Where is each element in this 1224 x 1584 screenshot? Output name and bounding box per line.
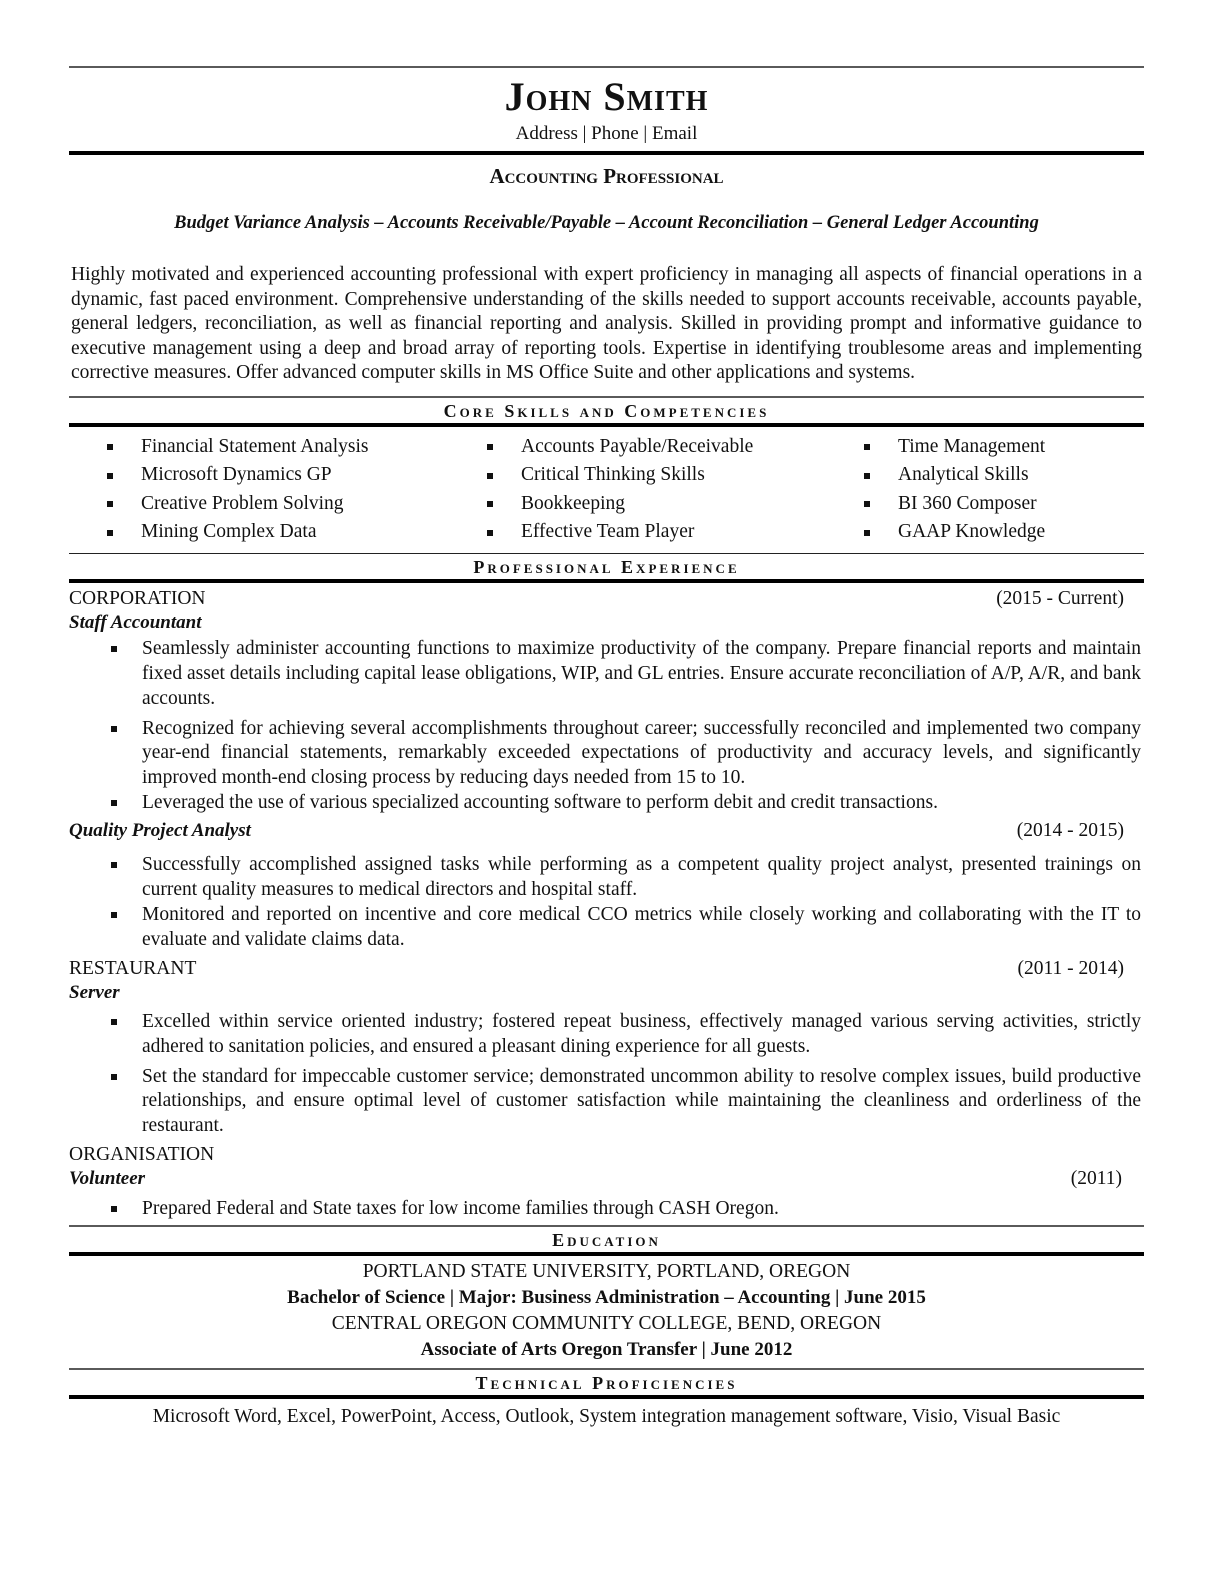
job-dates: (2015 - Current) <box>996 588 1124 610</box>
section-heading-education: Education <box>552 1230 661 1251</box>
bullet-square-icon <box>111 726 117 732</box>
job-dates: (2011) <box>1070 1167 1122 1189</box>
job-bullet <box>69 1010 1144 1059</box>
job-header <box>69 819 1144 843</box>
skill-item <box>864 518 1144 547</box>
skills-grid <box>69 427 1144 553</box>
skill-item <box>107 490 487 519</box>
bullet-text: Successfully accomplished assigned tasks while performing as a competent quality project analyst, presented trainings on current quality measures to medical directors and hospital staff. <box>142 854 1141 901</box>
job-bullet <box>69 1197 1144 1222</box>
bullet-square-icon <box>111 1206 117 1212</box>
job-role: Server <box>69 982 120 1004</box>
job-header <box>69 1143 1144 1167</box>
skills-column <box>487 433 864 547</box>
job-role-row <box>69 1167 1144 1191</box>
skill-item <box>487 461 864 490</box>
skill-label: Bookkeeping <box>521 492 625 514</box>
divider <box>69 1252 1144 1256</box>
job-dates: (2011 - 2014) <box>1017 958 1124 980</box>
job-header <box>69 957 1144 981</box>
school-name: CENTRAL OREGON COMMUNITY COLLEGE, BEND, OREGON <box>331 1313 882 1335</box>
bullet-square-icon <box>864 530 870 536</box>
skill-label: Accounts Payable/Receivable <box>521 435 754 457</box>
bullet-text: Set the standard for impeccable customer service; demonstrated uncommon ability to resolve complex issues, build productive relationships, and ensure optimal level of customer satisfaction while maintaining the cleanliness and orderliness of the restaurant. <box>142 1065 1141 1137</box>
bullet-text: Monitored and reported on incentive and core medical CCO metrics while closely working and collaborating with the IT to evaluate and validate claims data. <box>142 903 1141 950</box>
bullet-square-icon <box>864 444 870 450</box>
bullet-square-icon <box>487 530 493 536</box>
job-bullet <box>69 717 1144 791</box>
section-heading-technical: Technical Proficiencies <box>475 1373 738 1394</box>
skill-item <box>864 461 1144 490</box>
skill-item <box>487 490 864 519</box>
technical-skills: Microsoft Word, Excel, PowerPoint, Access, Outlook, System integration management software, Visio, Visual Basic <box>152 1406 1061 1428</box>
bullet-square-icon <box>864 501 870 507</box>
bullet-text: Recognized for achieving several accomplishments throughout career; successfully reconciled and implemented two company year-end financial statements, remarkably exceeded expectations of productivity and accuracy levels, and significantly improved month-end closing process by reducing days needed from 15 to 10. <box>142 717 1141 788</box>
bullet-square-icon <box>864 473 870 479</box>
job-bullet <box>69 853 1144 902</box>
bullet-square-icon <box>111 1019 117 1025</box>
bullet-square-icon <box>111 862 117 868</box>
education-list <box>69 1259 1144 1363</box>
job-bullet <box>69 637 1144 711</box>
skill-item <box>107 461 487 490</box>
job-header <box>69 587 1144 611</box>
employer-name: RESTAURANT <box>69 958 197 980</box>
job-entry <box>69 587 1144 815</box>
divider <box>69 1395 1144 1399</box>
skill-label: Analytical Skills <box>898 464 1029 486</box>
job-bullet <box>69 1065 1144 1139</box>
employer-name: CORPORATION <box>69 588 206 610</box>
bullet-square-icon <box>107 444 113 450</box>
skill-item <box>107 518 487 547</box>
employer-name: ORGANISATION <box>69 1143 215 1165</box>
degree-line: Associate of Arts Oregon Transfer | June 2012 <box>420 1339 793 1361</box>
bullet-square-icon <box>111 646 117 652</box>
job-bullets <box>69 1010 1144 1139</box>
skill-label: Critical Thinking Skills <box>521 464 705 486</box>
bullet-square-icon <box>487 444 493 450</box>
job-bullets <box>69 853 1144 952</box>
contact-line: Address | Phone | Email <box>515 123 698 144</box>
bullet-text: Seamlessly administer accounting functions to maximize productivity of the company. Prepare financial reports and maintain fixed asset details including capital lease obligations, WIP, and GL entries. Ensure accurate reconciliation of A/P, A/R, and bank accounts. <box>142 638 1141 709</box>
section-heading-skills: Core Skills and Competencies <box>443 400 770 421</box>
job-dates: (2014 - 2015) <box>1016 820 1124 842</box>
bullet-square-icon <box>111 800 117 806</box>
divider <box>69 151 1144 155</box>
bullet-square-icon <box>111 1074 117 1080</box>
job-role: Quality Project Analyst <box>69 820 251 842</box>
resume-page <box>69 66 1144 1431</box>
job-entry <box>69 819 1144 952</box>
summary-paragraph: Highly motivated and experienced accounting professional with expert proficiency in managing all aspects of financial operations in a dynamic, fast paced environment. Comprehensive understanding of the skills needed to support accounts receivable, accounts payable, general ledgers, reconciliation, as well as financial reporting and analysis. Skilled in providing prompt and informative guidance to executive management using a deep and broad array of reporting tools. Expertise in identifying troublesome areas and implementing corrective measures. Offer advanced computer skills in MS Office Suite and other applications and systems. <box>71 264 1142 384</box>
bullet-square-icon <box>487 501 493 507</box>
skill-label: Time Management <box>898 435 1046 457</box>
bullet-square-icon <box>107 501 113 507</box>
bullet-text: Leveraged the use of various specialized accounting software to perform debit and credit transactions. <box>142 791 938 813</box>
job-entry <box>69 1143 1144 1222</box>
skills-column <box>864 433 1144 547</box>
skill-label: GAAP Knowledge <box>898 521 1046 543</box>
bullet-square-icon <box>107 473 113 479</box>
skill-item <box>487 518 864 547</box>
professional-title: Accounting Professional <box>489 164 724 188</box>
bullet-text: Prepared Federal and State taxes for low income families through CASH Oregon. <box>142 1197 779 1219</box>
job-entry <box>69 957 1144 1139</box>
job-bullets <box>69 1197 1144 1222</box>
bullet-square-icon <box>111 912 117 918</box>
skill-item <box>864 433 1144 462</box>
skill-label: Mining Complex Data <box>141 521 317 543</box>
skill-label: Financial Statement Analysis <box>141 435 369 457</box>
job-bullet <box>69 791 1144 816</box>
job-role: Staff Accountant <box>69 612 202 634</box>
school-name: PORTLAND STATE UNIVERSITY, PORTLAND, OREGON <box>362 1261 851 1283</box>
candidate-name: John Smith <box>504 74 709 119</box>
section-heading-experience: Professional Experience <box>473 557 740 578</box>
skill-item <box>107 433 487 462</box>
focus-areas: Budget Variance Analysis – Accounts Receivable/Payable – Account Reconciliation – General Ledger Accounting <box>174 213 1039 233</box>
skill-label: BI 360 Composer <box>898 492 1037 514</box>
job-bullets <box>69 637 1144 815</box>
bullet-text: Excelled within service oriented industry; fostered repeat business, effectively managed various serving activities, strictly adhered to sanitation policies, and ensured a pleasant dining experience for all guests. <box>142 1011 1141 1057</box>
job-bullet <box>69 903 1144 952</box>
bullet-square-icon <box>107 530 113 536</box>
divider <box>69 66 1144 68</box>
skill-label: Effective Team Player <box>521 521 695 543</box>
degree-line: Bachelor of Science | Major: Business Administration – Accounting | June 2015 <box>287 1287 926 1309</box>
job-role: Volunteer <box>69 1167 146 1189</box>
divider <box>69 579 1144 583</box>
skill-label: Creative Problem Solving <box>141 492 344 514</box>
skill-item <box>864 490 1144 519</box>
bullet-square-icon <box>487 473 493 479</box>
skills-column <box>69 433 487 547</box>
skill-label: Microsoft Dynamics GP <box>141 464 332 486</box>
skill-item <box>487 433 864 462</box>
